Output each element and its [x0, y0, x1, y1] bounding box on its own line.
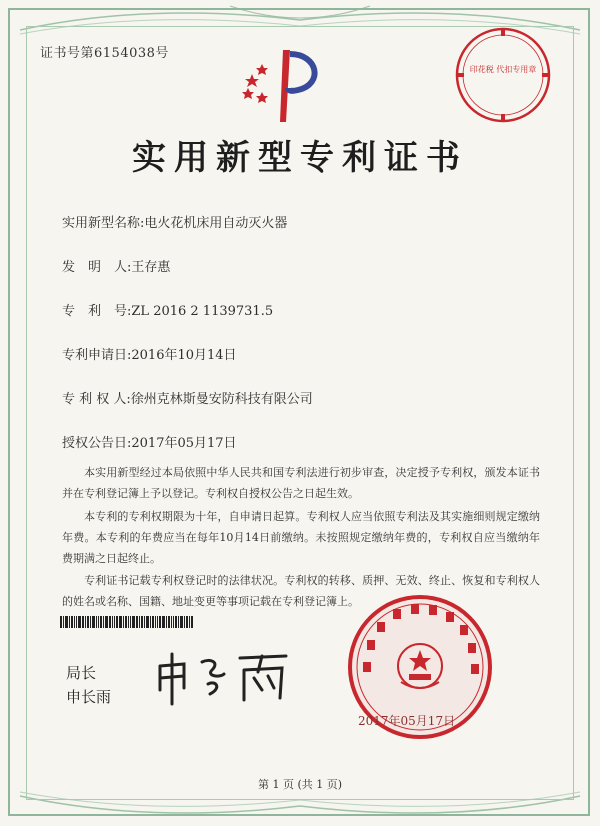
page-number: 第 1 页 (共 1 页) [257, 778, 343, 791]
stamp-ring-marks [458, 30, 548, 120]
seal-date: 2017年05月17日 [358, 714, 456, 728]
field-patentee [62, 388, 313, 407]
field-value: 2016年10月14日 [131, 348, 237, 363]
field-inventor [62, 256, 170, 275]
paragraph-term: 本专利的专利权期限为十年，自申请日起算。专利权人应当依照专利法及其实施细则规定缴纳年费。本专利的年费应当在每年10月14日前缴纳。未按照规定缴纳年费的，专利权自应当缴纳年费期满之日起终止。 [62, 510, 540, 565]
field-value: 2017年05月17日 [131, 436, 237, 451]
paragraph-grant: 本实用新型经过本局依照中华人民共和国专利法进行初步审查，决定授予专利权，颁发本证书并在专利登记簿上予以登记。专利权自授权公告之日起生效。 [62, 466, 540, 500]
barcode [60, 616, 240, 628]
field-label: 发 明 人: [62, 260, 132, 275]
page-title: 实用新型专利证书 [132, 138, 468, 178]
field-label: 实用新型名称: [62, 216, 145, 231]
stamp-text: 印花税 代扣专用章 [469, 65, 537, 74]
field-grant-date [62, 432, 237, 451]
handwritten-signature [150, 648, 300, 708]
patent-office-logo-icon [238, 44, 328, 124]
certificate-number: 证书号第6154038号 [40, 46, 169, 61]
field-value: 王存惠 [131, 260, 171, 275]
field-label: 专 利 号: [62, 304, 132, 319]
field-value: 电火花机床用自动灭火器 [144, 216, 288, 231]
field-label: 授权公告日: [62, 436, 132, 451]
field-filing-date [62, 344, 237, 363]
field-label: 专 利 权 人: [62, 392, 131, 407]
field-value: 徐州克林斯曼安防科技有限公司 [130, 392, 313, 407]
signatory-title: 局长 [66, 664, 97, 682]
field-name [62, 212, 287, 231]
paragraph-register: 专利证书记载专利权登记时的法律状况。专利权的转移、质押、无效、终止、恢复和专利权人的姓名或名称、国籍、地址变更等事项记载在专利登记簿上。 [62, 574, 540, 608]
field-value: ZL 2016 2 1139731.5 [131, 304, 274, 319]
field-label: 专利申请日: [62, 348, 132, 363]
field-patent-number [62, 300, 273, 319]
signatory-name: 申长雨 [66, 688, 112, 706]
tax-stamp [452, 24, 554, 126]
